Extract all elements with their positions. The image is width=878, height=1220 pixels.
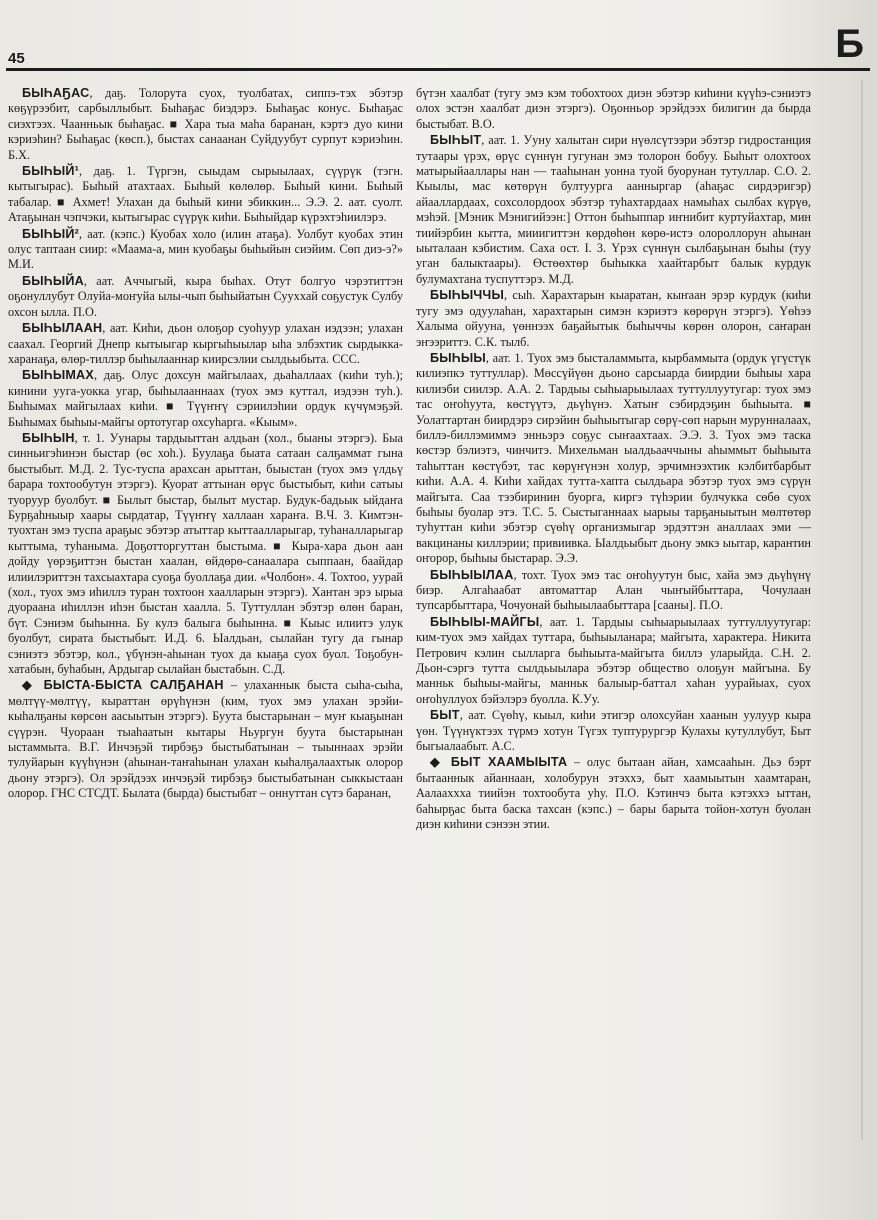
entry-headword: БЫҺЫЫ-МАЙГЫ bbox=[430, 614, 540, 629]
right-column bbox=[416, 86, 811, 834]
section-letter: Б bbox=[835, 22, 864, 66]
page-edge-shadow bbox=[861, 80, 863, 1140]
entry-headword: БЫҺАҔАС bbox=[22, 86, 90, 100]
entry-definition: , аат. 1. Туох эмэ бысталаммыта, кырбаммыта (ордук үгүстүк килиэпкэ туттуллар). Мөссүйүөн дьоно сарсыарда биирдии быһыы хара килиэби сиилэр. А.А. 2. Тардыы сыһыарыылаах туттуллуутугар: туох эмэ тас оҥоһуута, көстүүтэ, дьүһүнэ. Хатыҥ сэбирдэҕин быһыыта. ■ Уолаттартан биирдэрэ сирэйин быһыытыгар сөрү-сөп нарын мурунналаах, биллэ-биллэмиммэ энньэрэ соҕус сыҥаахтаах. Э.Э. 3. Туох эмэ таска көстэр бэлиэтэ, чинчитэ. Михельман ыалдьааччыны аһыммыт быһыыта таһыттан көстүбэт, тас көрүҥүнэн холур, эрчимнээхтик кэлбитбарбыт киһи. А.А. 4. Киһи хайдах тутта-хапта сылдьара эбэтэр туох эмэ сүрүн майгыта. Саа тээбиринин буорга, киргэ түһэрии булчукка сөбө суох быһыы буолар этэ. Т.С. 5. Сыстыганнаах ыарыы тарҕаныытын мөлтөтөр туһуттан киһи эбэтэр сүөһү организмыгар эрдэттэн аналлаах эми — вакцинаны киллэрии; привиивка. Ыалдьыбыт дьону эмкэ ыытар, карантин оҥорор, быһыы быстарар. Э.Э. bbox=[416, 350, 811, 566]
dictionary-entry bbox=[8, 678, 403, 801]
entry-definition: , даҕ. Олус дохсун майгылаах, дьаһаллаах (киһи туһ.); кинини ууга-уокка угар, быһылааннаах (туох эмэ куттал, иэдээн туһ.). Быһымах майгылаах киһи. ■ Түүҥҥү сэриилэһии ордук күчүмэҕэй. Быһымах быһыы-майгы ортотугар охсуһарга. «Кыым». bbox=[8, 368, 403, 429]
dictionary-entry bbox=[8, 227, 403, 273]
entry-headword: БЫҺЫЙА bbox=[22, 273, 84, 288]
entry-headword: ◆ БЫТ ХААМЫЫТА bbox=[430, 755, 568, 770]
entry-definition: , т. 1. Уунары тардыыттан алдьан (хол., быаны этэргэ). Быа синньигэһинэн быстар (өс хоһ.). Буулаҕа быата сатаан салҕаммат гына быстыбыт. М.Д. 2. Тус-туспа арахсан арыттан, быыстан (туох эмэ үлдьү барара тохтообутун этэргэ). Куорат аттынан өрүс быстыбыт, киһи сатыы туоруур буолбут. ■ Былыт быстар, былыт мустар. Будук-бадьык ыйдаҥа Бурҕаһныыр хаары сырдатар, Түүҥҥү халлаан хараҥа. В.Ч. 3. Кимтэн-туохтан эмэ туспа араҕыс эбэтэр атыттар кыттаалларыгар, туһаналларыгар кыттыма, туһаныма. Доҕотторгуттан быстыма. ■ Кыра-хара дьон аан дойду үөрэҕиттэн быстан хаалан, өйдөрө-санаалара сыппаан, баайдар илиилэриттэн тахсыахтара суоҕа буоллаҕа дии. «Чолбон». 4. Тохтоо, уурай (хол., туох эмэ иһиллэ туран тохтоон хаалларын этэргэ). Хантан эрэ ырыа дуораана иһиллэн иһэн быстан хаалла. 5. Туттуллан эбэтэр өлөн баран, бүт. Сэниэм быһынна. Бу кулэ балыга быһынна. ■ Кыыс илиитэ улук буолбут, сирата быстыбыт. И.Д. 6. Ыалдьан, сылайан тугу да гынар сэниэтэ эбэтэр, кол., үбүнэн-аһынан туох да кыаҕа суох буол. Тоҕобун-хатабын, буһабын, Ардыгар сылайан быстабын. С.Д. bbox=[8, 430, 403, 677]
dictionary-entry bbox=[416, 288, 811, 350]
entry-headword: БЫҺЫЫ bbox=[430, 350, 486, 365]
entry-headword: БЫҺЫТ bbox=[430, 133, 482, 148]
entry-definition: , аат. Киһи, дьон олоҕор суоһуур улахан иэдээн; улахан саахал. Георгий Днепр кытыыгар кыргыһыылар ыһа элбэхтик сырдыкка-харанаҕа, өлөр-тиллэр быһылааннар киирсэлии сылдьыбыта. ССС. bbox=[8, 321, 403, 366]
entry-definition: , аат. Сүөһү, кыыл, киһи этигэр олохсуйан хаанын уулуур кыра үөн. Түүнүктээх түрмэ хотун Түгэх туптурургэр Кулахы кутуллубут, Быт быгыалаабыт. А.С. bbox=[416, 708, 811, 754]
entry-headword: БЫҺЫЧЧЫ bbox=[430, 288, 504, 303]
entry-definition: – олус бытаан айан, хамсааһын. Дьэ бэрт бытааннык айаннаан, холобурун этэххэ, быт хаамыытын хаамтаран, Аалааххха тиийэн тохтообута уһу. П.О. Кэтинчэ быта кэтэххэ ыттан, баһырҕас быта баска тахсан (кэпс.) – бары барыта тойон-хотун буолан диэн киһини сэнээн этии. bbox=[416, 755, 811, 832]
entry-definition: , аат. Аччыгый, кыра быһах. Отут болгуо чэрэтиттэн оҕонуллубут Олуйа-моҥуйа ылы-чып быһыйатын Сууххай соҕустук Сулбу охсон ылла. П.О. bbox=[8, 273, 403, 319]
dictionary-entry bbox=[416, 615, 811, 707]
entry-definition: , даҕ. Толорута суох, туолбатах, сиппэ-тэх эбэтэр көҕүрээбит, сарбыллыбыт. Быһаҕас биэдэрэ. Быһаҕас конус. Быһаҕас сиэхтээх. Чаанньык быһаҕас. ■ Хара тыа маһа баранан, кэртэ дуо кини кэриэһин? Быһаҕас (көсп.), быстах санаанан Суйдуубут сурпут кэриэһин. Б.Х. bbox=[8, 86, 403, 162]
entry-headword: БЫҺЫЛААН bbox=[22, 321, 103, 336]
page-number: 45 bbox=[8, 50, 25, 67]
dictionary-entry bbox=[8, 321, 403, 367]
entry-headword: БЫҺЫЫЛАА bbox=[430, 567, 514, 582]
dictionary-entry bbox=[416, 133, 811, 287]
dictionary-entry bbox=[416, 568, 811, 614]
page-header bbox=[8, 22, 870, 72]
entry-headword: БЫТ bbox=[430, 708, 460, 723]
dictionary-entry bbox=[8, 164, 403, 226]
dictionary-entry bbox=[416, 755, 811, 832]
dictionary-entry bbox=[8, 86, 403, 163]
entry-headword: ◆ БЫСТА-БЫСТА САЛҔАНАН bbox=[22, 678, 224, 693]
entry-definition: , тохт. Туох эмэ тас оҥоһуутун быс, хайа эмэ дьүһүнү биэр. Алгаһаабат автоматтар Алан чыҥыйбыттара, Чочулаан тупсарбыттара, Чочуонай быһыылаабыттара [сааны]. П.О. bbox=[416, 567, 811, 613]
entry-definition: , аат. (кэпс.) Куобах холо (илин атаҕа). Уолбут куобах этин олус таптаан сиир: «Маама-а, мин куобаҕы быһыйын сиэйим. Сөп диэ-э?» М.И. bbox=[8, 226, 403, 272]
left-column bbox=[8, 86, 403, 803]
dictionary-entry bbox=[416, 708, 811, 754]
entry-definition: , сыһ. Харахтарын кыаратан, кыҥаан эрэр курдук (киһи тугу эмэ одуулаһан, харахтарын симэн кэриэтэ көрөрүн этэргэ). Үөһээ Халыма ойууна, үөннээх баҕайытык быһыччы көрөн олорон, саҥаран эҥээриттэ. С.К. тылб. bbox=[416, 288, 811, 349]
dictionary-entry bbox=[8, 274, 403, 320]
dictionary-entry bbox=[8, 368, 403, 430]
dictionary-entry bbox=[8, 431, 403, 678]
entry-definition: , аат. 1. Ууну халытан сири нүөлсүтээри эбэтэр гидростанция тутаары үрэх, өрүс сүннүн гугунан эмэ толорон бобуу. Быһыт олохтоох матырыйааллары нан — тааһынан уонна туой буорунан тутуллар. С.О. 2. Кыылы, мас көтөрүн бултуурга аанныргар (аһаҕас сирдэригэр) айааллардаах, сохсолордоох эбэтэр туһахтардаах намыһах сылбах күрүө, мэһэй. [Мэник Мэнигийээн:] Оттон быһыппар иҥнибит куртуйахтар, мин тиийэрбин кытта, мииигиттэн көрдөһөн көрө-истэ олороллорун аһынан ыыталаан кэбистим. Саха ост. I. 3. Үрэх сүннүн сылбаҕынан быһы (туу уган балыктаары). Өстөөхтөр быһыкка хаайтарбыт балык курдук булумахтана туспуттэрэ. М.Д. bbox=[416, 133, 811, 286]
dictionary-entry bbox=[416, 351, 811, 567]
entry-headword: БЫҺЫН bbox=[22, 430, 75, 445]
dictionary-entry bbox=[416, 86, 811, 132]
entry-headword: БЫҺЫЙ² bbox=[22, 226, 80, 241]
entry-definition: бүтэн хаалбат (тугу эмэ кэм тобохтоох диэн эбэтэр киһини күүһэ-сэниэтэ олох эстэн хаалбат диэн этэргэ). Оҕонньор эрэйдээх билигин да бырда быстыбат. В.О. bbox=[416, 86, 811, 131]
entry-definition: – улаханнык быста сыһа-сыһа, мөлтүү-мөлтүү, кыраттан өрүһүнэн (ким, туох эмэ улахан эрэйи-кыһалҕаны көрсөн аасыытын этэргэ). Буута быстарынан – муҥ кыаҕынан сүүрэн. Чуораан тыаһаатын кытары Ньургун буута быстарынан ыстаммыта. В.Г. Инчэҕэй тирбэҕэ быстыбатынан – тыыннаах эрэйи тулуйарын күүһүнэн (аһынан-таҥаһынан улахан кыһалҕалаахтык олорор дьону этэргэ). Ол эрэйдээх инчэҕэй тирбэҕэ быстыбатынан сыккыстаан олорор. ГНС СТСДТ. Былата (бырда) быстыбат – оннуттан сүтэ баранан, bbox=[8, 678, 403, 801]
entry-headword: БЫҺЫМАХ bbox=[22, 368, 94, 383]
entry-headword: БЫҺЫЙ¹ bbox=[22, 164, 80, 179]
entry-definition: , аат. 1. Тардыы сыһыарыылаах туттуллуутугар: ким-туох эмэ хайдах туттара, быһыыланара; майгыта, характера. Никита Петрович кэлин сылларга быһыыта-майгыта биллэ уларыйда. С.Н. 2. Дьон-сэргэ тутта сылдьыылара эбэтэр общество олоҕун майгына. Бу манньк быһыы-майгы, манньк балыыр-баттал хаһан уурайыах, суох оҥоһуллуох бэйэлэрэ буолла. К.Уу. bbox=[416, 614, 811, 706]
header-rule bbox=[6, 68, 870, 71]
entry-definition: , даҕ. 1. Түргэн, сыыдам сырыылаах, сүүрүк (тэгн. кытыгырас). Быһый атахтаах. Быһый көлөлөр. Быһый кини. Быһый табалар. ■ Ахмет! Улахан да быһый кини эбиккин... Э.Э. 2. аат. суолт. Атаҕынан чэпчэки, кытыгырас сүүрүк киһи. Быһыйдар күрэхтэһиилэрэ. bbox=[8, 164, 403, 225]
